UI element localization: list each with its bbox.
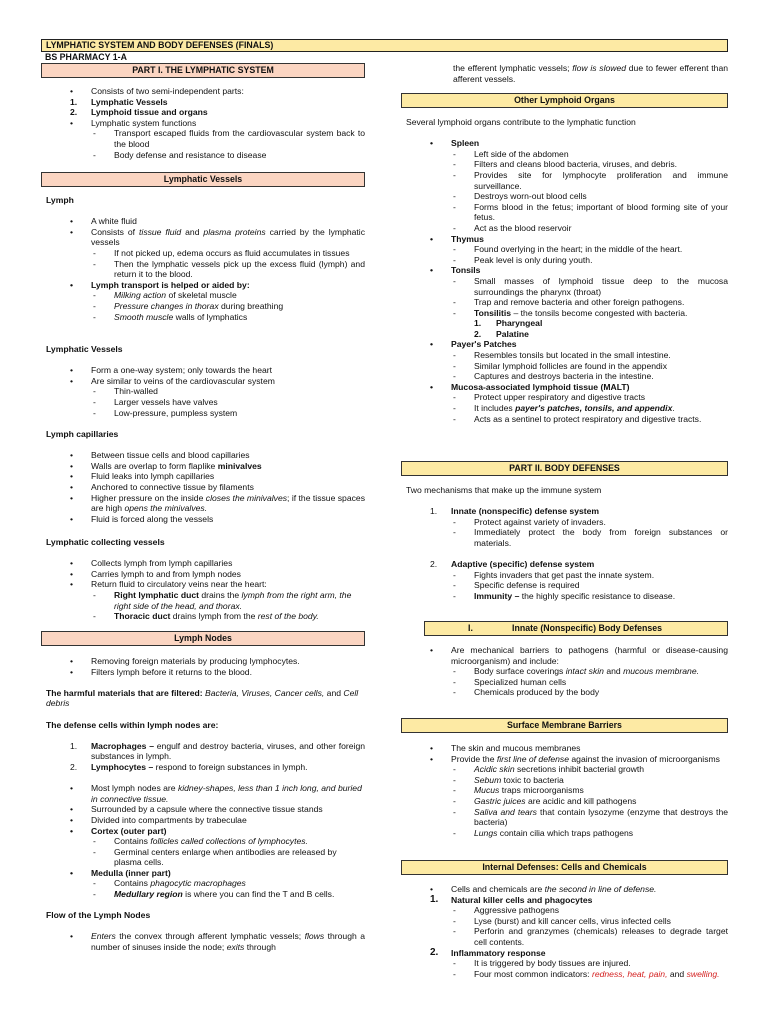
list-item: - Protect upper respiratory and digestive tracts (401, 392, 728, 403)
list-item: - Germinal centers enlarge when antibodies are released by plasma cells. (41, 847, 365, 868)
list-item: - Act as the blood reservoir (401, 223, 728, 234)
list-item: - Immediately protect the body from foreign substances or materials. (401, 527, 728, 548)
list-item: - It includes payer's patches, tonsils, and appendix. (401, 403, 728, 414)
list-item: • Lymphatic system functions (41, 118, 365, 129)
nodes-block (41, 656, 365, 953)
section-header-lymphatic-vessels: Lymphatic Vessels (41, 172, 365, 187)
list-item: • Provide the first line of defense against the invasion of microorganisms (401, 754, 728, 765)
list-item: • Cells and chemicals are the second in line of defense. (401, 884, 728, 895)
list-item: • Consists of tissue fluid and plasma proteins carried by the lymphatic vessels (41, 227, 365, 248)
list-item: 1. Macrophages – engulf and destroy bacteria, viruses, and other foreign substances in lymph. (70, 740, 366, 762)
other-lymphoid-block (401, 117, 728, 424)
list-item: 2. Palatine (474, 328, 529, 339)
section-header-surface-barriers: Surface Membrane Barriers (401, 718, 728, 733)
list-item: • Surrounded by a capsule where the connective tissue stands (41, 804, 365, 815)
list-item: • Form a one-way system; only towards the heart (41, 365, 365, 376)
capillaries-block (41, 429, 365, 524)
list-item: • Fluid is forced along the vessels (41, 514, 365, 525)
list-item: - Protect against variety of invaders. (401, 517, 728, 528)
list-item: • Tonsils (401, 265, 728, 276)
list-item: - Specialized human cells (401, 677, 728, 688)
list-item: • Return fluid to circulatory veins near the heart: (41, 579, 365, 590)
list-item: - Smooth muscle walls of lymphatics (41, 312, 365, 323)
section-header-lymph-nodes: Lymph Nodes (41, 631, 365, 646)
list-item: • Cortex (outer part) (41, 826, 365, 837)
list-item: - Left side of the abdomen (401, 149, 728, 160)
list-item: • Medulla (inner part) (41, 868, 365, 879)
list-item: • Higher pressure on the inside closes the minivalves; if the tissue spaces are high opens the minivalves. (41, 493, 365, 514)
section-header-other-lymphoid: Other Lymphoid Organs (401, 93, 728, 108)
list-item: • Thymus (401, 234, 728, 245)
list-item: 1. Innate (nonspecific) defense system (430, 506, 600, 517)
subheading: Flow of the Lymph Nodes (46, 910, 151, 921)
paragraph: the efferent lymphatic vessels; flow is slowed due to fewer efferent than afferent vessels. (453, 63, 729, 84)
list-item: • Are similar to veins of the cardiovascular system (41, 376, 365, 387)
list-item: - Sebum toxic to bacteria (401, 775, 728, 786)
list-item: • Fluid leaks into lymph capillaries (41, 471, 365, 482)
list-item: 1. Pharyngeal (474, 318, 543, 329)
list-item: - Transport escaped fluids from the cardiovascular system back to the blood (41, 128, 365, 149)
list-item: • Most lymph nodes are kidney-shapes, less than 1 inch long, and buried in connective tissue. (41, 783, 365, 804)
lymph-block (41, 195, 365, 322)
paragraph: Several lymphoid organs contribute to the lymphatic function (406, 117, 636, 127)
list-item: 2. Adaptive (specific) defense system (430, 559, 595, 570)
list-item: - Thin-walled (41, 386, 365, 397)
section-header-part2: PART II. BODY DEFENSES (401, 461, 728, 476)
internal-block (401, 884, 728, 979)
list-item: - Lyse (burst) and kill cancer cells, virus infected cells (401, 916, 728, 927)
list-item: • Anchored to connective tissue by filaments (41, 482, 365, 493)
list-item: • A white fluid (41, 216, 365, 227)
list-item: - Right lymphatic duct drains the lymph from the right arm, the right side of the head, and thorax. (41, 590, 365, 611)
list-item: - Forms blood in the fetus; important of blood forming site of your fetus. (401, 202, 728, 223)
list-item: - It is triggered by body tissues are injured. (401, 958, 728, 969)
continuation-block (401, 63, 728, 84)
paragraph: Two mechanisms that make up the immune system (406, 485, 602, 495)
list-item: 2. Inflammatory response (430, 946, 546, 958)
paragraph: The harmful materials that are filtered: Bacteria, Viruses, Cancer cells, and Cell debris (46, 687, 359, 709)
list-item: • Filters lymph before it returns to the blood. (41, 667, 365, 678)
list-item: - Low-pressure, pumpless system (41, 408, 365, 419)
list-item: - Pressure changes in thorax during breathing (41, 301, 365, 312)
subheading: Lymph (46, 195, 74, 205)
list-item: • Mucosa-associated lymphoid tissue (MALT) (401, 382, 728, 393)
surface-block (401, 743, 728, 838)
list-item: - Destroys worn-out blood cells (401, 191, 728, 202)
list-item: - Then the lymphatic vessels pick up the excess fluid (lymph) and return it to the blood. (41, 259, 365, 280)
list-item: - Contains phagocytic macrophages (41, 878, 365, 889)
list-item: • Spleen (401, 138, 728, 149)
subheading: Lymphatic Vessels (46, 344, 123, 354)
list-item: - Lungs contain cilia which traps pathogens (401, 828, 728, 839)
list-item: - Saliva and tears that contain lysozyme (enzyme that destroys the bacteria) (401, 807, 728, 828)
list-item: - Gastric juices are acidic and kill pathogens (401, 796, 728, 807)
section-header-innate: I. Innate (Nonspecific) Body Defenses (424, 621, 728, 636)
list-item: • Payer's Patches (401, 339, 728, 350)
list-item: - If not picked up, edema occurs as fluid accumulates in tissues (41, 248, 365, 259)
list-item: - Medullary region is where you can find the T and B cells. (41, 889, 365, 900)
list-item: - Body surface coverings intact skin and mucous membrane. (401, 666, 728, 677)
list-item: • Are mechanical barriers to pathogens (harmful or disease-causing microorganism) and include: (401, 645, 728, 666)
list-item: - Tonsilitis – the tonsils become congested with bacteria. (401, 308, 728, 319)
list-item: • Divided into compartments by trabeculae (41, 815, 365, 826)
list-item: - Captures and destroys bacteria in the intestine. (401, 371, 728, 382)
list-item: - Larger vessels have valves (41, 397, 365, 408)
list-item: • Carries lymph to and from lymph nodes (41, 569, 365, 580)
list-item: - Found overlying in the heart; in the middle of the heart. (401, 244, 728, 255)
subheading: Lymph capillaries (46, 429, 119, 439)
list-item: - Acidic skin secretions inhibit bacterial growth (401, 764, 728, 775)
list-item: - Milking action of skeletal muscle (41, 290, 365, 301)
list-item: - Provides site for lymphocyte proliferation and immune surveillance. (401, 170, 728, 191)
list-item: • Removing foreign materials by producing lymphocytes. (41, 656, 365, 667)
vessels-block (41, 344, 365, 418)
list-item: • Between tissue cells and blood capillaries (41, 450, 365, 461)
list-item: • Enters the convex through afferent lymphatic vessels; flows through a number of sinuses inside the node; exits through (41, 931, 365, 952)
list-item: 2. Lymphoid tissue and organs (70, 107, 208, 118)
defenses-block (401, 485, 728, 602)
list-item: - Trap and remove bacteria and other foreign pathogens. (401, 297, 728, 308)
list-item: • The skin and mucous membranes (401, 743, 728, 754)
list-item: - Contains follicles called collections of lymphocytes. (41, 836, 365, 847)
intro-block (41, 86, 365, 160)
list-item: - Aggressive pathogens (401, 905, 728, 916)
subheading: Lymphatic collecting vessels (46, 537, 165, 547)
list-item: - Filters and cleans blood bacteria, viruses, and debris. (401, 159, 728, 170)
list-item: - Specific defense is required (401, 580, 728, 591)
list-item: - Small masses of lymphoid tissue deep to the mucosa surroundings the pharynx (throat) (401, 276, 728, 297)
collecting-block (41, 537, 365, 622)
list-item: - Thoracic duct drains lymph from the rest of the body. (41, 611, 365, 622)
section-header-part1: PART I. THE LYMPHATIC SYSTEM (41, 63, 365, 78)
list-item: 2. Lymphocytes – respond to foreign substances in lymph. (70, 761, 308, 772)
document-title: LYMPHATIC SYSTEM AND BODY DEFENSES (FINALS) (41, 39, 728, 52)
list-item: - Immunity – the highly specific resistance to disease. (401, 591, 728, 602)
subheading: The defense cells within lymph nodes are: (46, 719, 219, 730)
section-header-internal-defenses: Internal Defenses: Cells and Chemicals (401, 860, 728, 875)
list-item: - Chemicals produced by the body (401, 687, 728, 698)
list-item: • Collects lymph from lymph capillaries (41, 558, 365, 569)
list-item: - Mucus traps microorganisms (401, 785, 728, 796)
list-item: 1. Lymphatic Vessels (70, 96, 168, 107)
document-subtitle: BS PHARMACY 1-A (45, 52, 127, 62)
list-item: - Similar lymphoid follicles are found in the appendix (401, 361, 728, 372)
list-item: - Four most common indicators: redness, heat, pain, and swelling. (401, 969, 728, 980)
innate-block (401, 645, 728, 698)
list-item: - Acts as a sentinel to protect respiratory and digestive tracts. (401, 414, 728, 425)
list-item: - Resembles tonsils but located in the small intestine. (401, 350, 728, 361)
list-item: • Lymph transport is helped or aided by: (41, 280, 365, 291)
list-item: - Perforin and granzymes (chemicals) releases to degrade target cell contents. (401, 926, 728, 947)
list-item: - Body defense and resistance to disease (41, 150, 365, 161)
list-item: • Walls are overlap to form flaplike minivalves (41, 461, 365, 472)
list-item: • Consists of two semi-independent parts: (41, 86, 365, 97)
list-item: - Fights invaders that get past the innate system. (401, 570, 728, 581)
list-item: - Peak level is only during youth. (401, 255, 728, 266)
list-item: 1. Natural killer cells and phagocytes (430, 893, 593, 905)
